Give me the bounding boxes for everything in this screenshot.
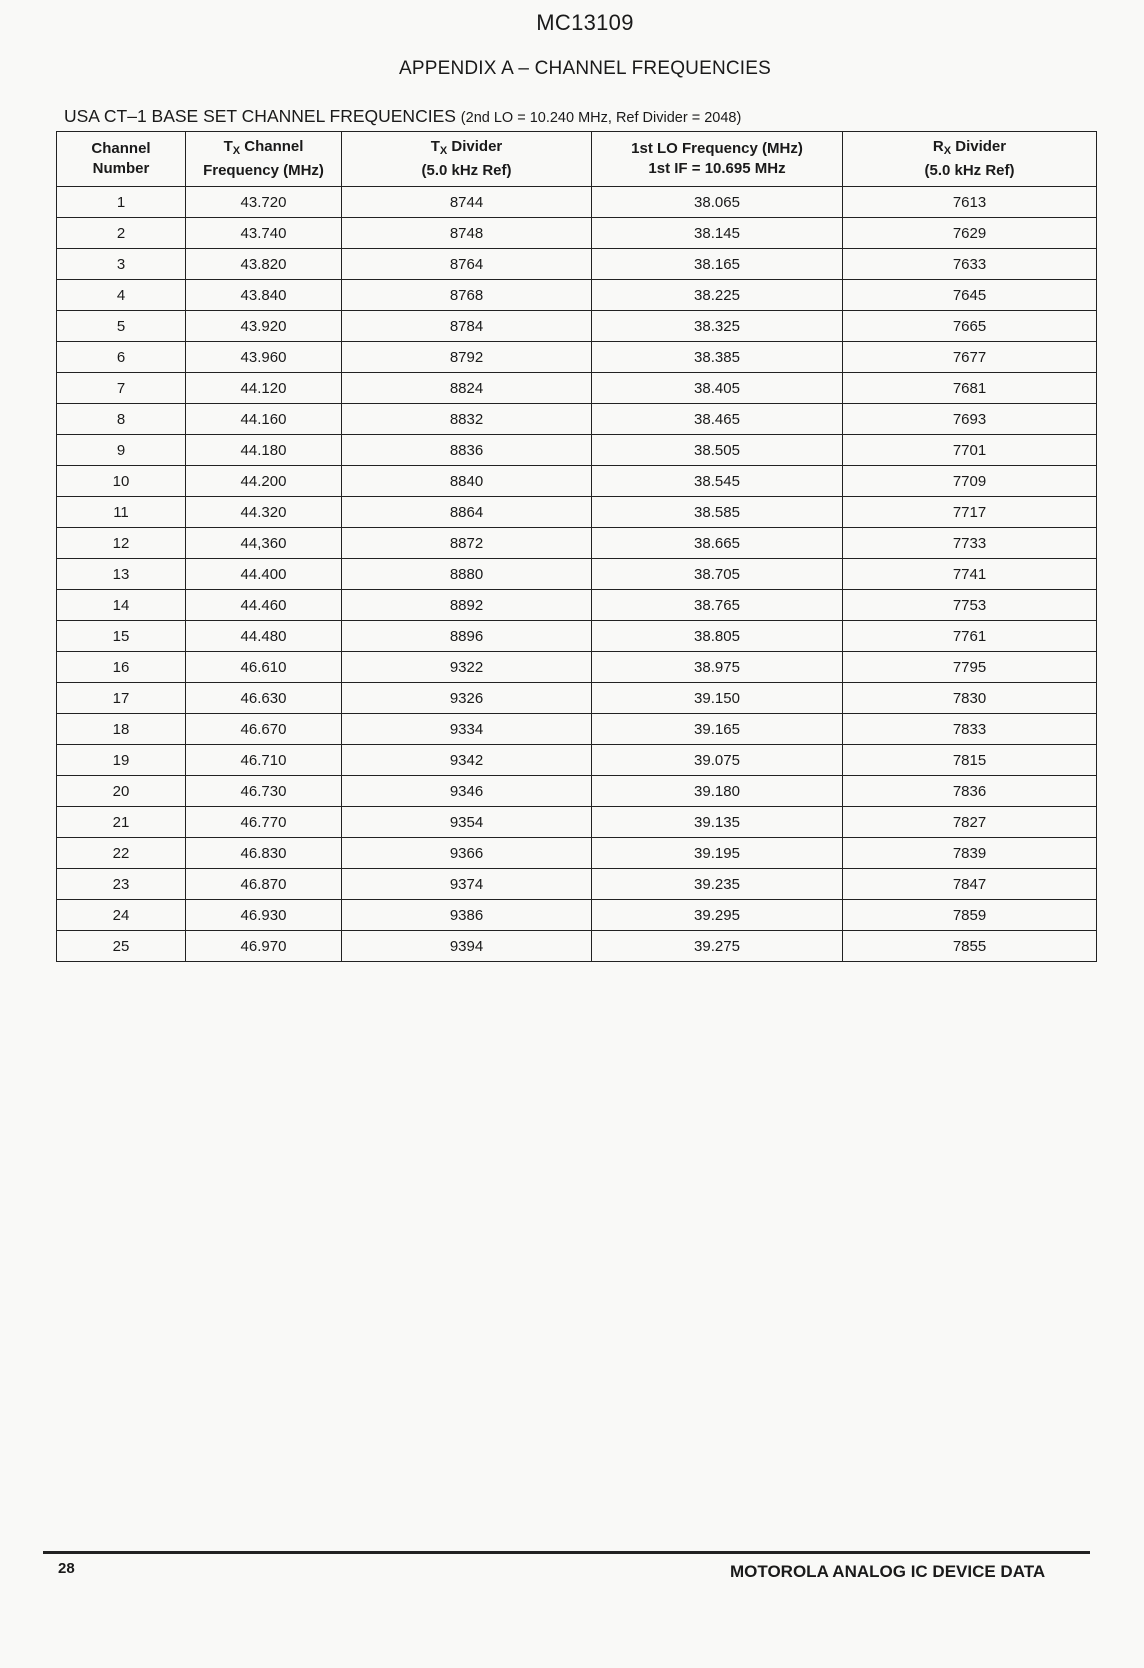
- table-row: [57, 559, 1097, 590]
- cell-channel-number: 8: [57, 404, 186, 435]
- cell-lo-frequency: 38.975: [592, 652, 843, 683]
- cell-tx-divider: 8744: [342, 187, 592, 218]
- cell-rx-divider: 7677: [843, 342, 1097, 373]
- cell-tx-divider: 8872: [342, 528, 592, 559]
- cell-tx-divider: 9342: [342, 745, 592, 776]
- cell-rx-divider: 7761: [843, 621, 1097, 652]
- cell-lo-frequency: 38.225: [592, 280, 843, 311]
- column-header-tx-divider: $T_X$ Divider (5.0 kHz Ref): [342, 132, 592, 187]
- cell-tx-frequency: 43.720: [186, 187, 342, 218]
- cell-tx-divider: 8784: [342, 311, 592, 342]
- cell-tx-frequency: 43.920: [186, 311, 342, 342]
- cell-tx-frequency: 44.400: [186, 559, 342, 590]
- cell-channel-number: 19: [57, 745, 186, 776]
- table-row: [57, 528, 1097, 559]
- cell-tx-divider: 8792: [342, 342, 592, 373]
- cell-rx-divider: 7645: [843, 280, 1097, 311]
- cell-tx-divider: 9386: [342, 900, 592, 931]
- table-caption-note: (2nd LO = 10.240 MHz, Ref Divider = 2048): [460, 110, 742, 126]
- cell-lo-frequency: 38.325: [592, 311, 843, 342]
- publication-title: MOTOROLA ANALOG IC DEVICE DATA: [730, 1562, 1046, 1581]
- cell-lo-frequency: 38.465: [592, 404, 843, 435]
- cell-rx-divider: 7633: [843, 249, 1097, 280]
- footer-divider: [43, 1551, 1090, 1554]
- cell-tx-divider: 9334: [342, 714, 592, 745]
- cell-rx-divider: 7701: [843, 435, 1097, 466]
- cell-tx-divider: 8840: [342, 466, 592, 497]
- cell-tx-frequency: 43.960: [186, 342, 342, 373]
- cell-tx-divider: 9394: [342, 931, 592, 962]
- cell-rx-divider: 7833: [843, 714, 1097, 745]
- cell-lo-frequency: 38.585: [592, 497, 843, 528]
- table-row: [57, 807, 1097, 838]
- cell-lo-frequency: 39.180: [592, 776, 843, 807]
- cell-rx-divider: 7855: [843, 931, 1097, 962]
- table-row: [57, 714, 1097, 745]
- cell-tx-frequency: 46.730: [186, 776, 342, 807]
- cell-tx-frequency: 46.870: [186, 869, 342, 900]
- table-row: [57, 497, 1097, 528]
- table-body: [57, 187, 1097, 962]
- cell-channel-number: 25: [57, 931, 186, 962]
- cell-tx-frequency: 44.200: [186, 466, 342, 497]
- appendix-title: APPENDIX A – CHANNEL FREQUENCIES: [398, 58, 772, 79]
- channel-frequency-table: [56, 131, 1097, 962]
- table-row: [57, 373, 1097, 404]
- cell-tx-divider: 8864: [342, 497, 592, 528]
- cell-channel-number: 12: [57, 528, 186, 559]
- cell-rx-divider: 7665: [843, 311, 1097, 342]
- cell-channel-number: 6: [57, 342, 186, 373]
- cell-tx-divider: 8748: [342, 218, 592, 249]
- table-row: [57, 590, 1097, 621]
- cell-tx-divider: 8768: [342, 280, 592, 311]
- cell-channel-number: 1: [57, 187, 186, 218]
- cell-rx-divider: 7613: [843, 187, 1097, 218]
- table-row: [57, 776, 1097, 807]
- cell-rx-divider: 7859: [843, 900, 1097, 931]
- cell-lo-frequency: 39.075: [592, 745, 843, 776]
- cell-tx-frequency: 46.970: [186, 931, 342, 962]
- cell-lo-frequency: 39.275: [592, 931, 843, 962]
- table-row: [57, 683, 1097, 714]
- cell-lo-frequency: 38.385: [592, 342, 843, 373]
- table-row: [57, 621, 1097, 652]
- cell-rx-divider: 7795: [843, 652, 1097, 683]
- cell-lo-frequency: 38.505: [592, 435, 843, 466]
- table-row: [57, 218, 1097, 249]
- cell-tx-frequency: 46.710: [186, 745, 342, 776]
- table-row: [57, 280, 1097, 311]
- cell-tx-divider: 9322: [342, 652, 592, 683]
- column-header-1st-lo-frequency: 1st LO Frequency (MHz) 1st IF = 10.695 MHz: [592, 132, 843, 187]
- cell-tx-frequency: 44.160: [186, 404, 342, 435]
- cell-channel-number: 5: [57, 311, 186, 342]
- cell-tx-divider: 8896: [342, 621, 592, 652]
- cell-channel-number: 11: [57, 497, 186, 528]
- cell-lo-frequency: 38.065: [592, 187, 843, 218]
- cell-lo-frequency: 38.665: [592, 528, 843, 559]
- table-row: [57, 652, 1097, 683]
- cell-rx-divider: 7681: [843, 373, 1097, 404]
- cell-channel-number: 2: [57, 218, 186, 249]
- cell-tx-frequency: 46.630: [186, 683, 342, 714]
- cell-tx-frequency: 46.670: [186, 714, 342, 745]
- cell-rx-divider: 7693: [843, 404, 1097, 435]
- cell-rx-divider: 7815: [843, 745, 1097, 776]
- table-caption-title: USA CT–1 BASE SET CHANNEL FREQUENCIES: [64, 106, 456, 126]
- table-row: [57, 342, 1097, 373]
- cell-rx-divider: 7709: [843, 466, 1097, 497]
- cell-rx-divider: 7753: [843, 590, 1097, 621]
- cell-tx-divider: 9326: [342, 683, 592, 714]
- cell-lo-frequency: 38.765: [592, 590, 843, 621]
- cell-rx-divider: 7741: [843, 559, 1097, 590]
- table-row: [57, 466, 1097, 497]
- cell-rx-divider: 7830: [843, 683, 1097, 714]
- page-number: 28: [58, 1560, 75, 1577]
- table-row: [57, 435, 1097, 466]
- cell-tx-frequency: 44,360: [186, 528, 342, 559]
- cell-rx-divider: 7836: [843, 776, 1097, 807]
- cell-lo-frequency: 39.235: [592, 869, 843, 900]
- cell-tx-frequency: 44.480: [186, 621, 342, 652]
- cell-lo-frequency: 38.705: [592, 559, 843, 590]
- cell-tx-divider: 8836: [342, 435, 592, 466]
- cell-tx-frequency: 43.820: [186, 249, 342, 280]
- table-row: [57, 249, 1097, 280]
- table-row: [57, 311, 1097, 342]
- cell-tx-divider: 8764: [342, 249, 592, 280]
- cell-channel-number: 9: [57, 435, 186, 466]
- cell-channel-number: 10: [57, 466, 186, 497]
- cell-tx-divider: 9366: [342, 838, 592, 869]
- cell-lo-frequency: 39.195: [592, 838, 843, 869]
- cell-channel-number: 4: [57, 280, 186, 311]
- cell-tx-frequency: 43.740: [186, 218, 342, 249]
- cell-channel-number: 17: [57, 683, 186, 714]
- table-row: [57, 745, 1097, 776]
- cell-channel-number: 20: [57, 776, 186, 807]
- cell-channel-number: 21: [57, 807, 186, 838]
- cell-tx-divider: 8880: [342, 559, 592, 590]
- cell-lo-frequency: 39.165: [592, 714, 843, 745]
- column-header-channel-number: Channel Number: [57, 132, 186, 187]
- cell-tx-frequency: 46.770: [186, 807, 342, 838]
- cell-rx-divider: 7847: [843, 869, 1097, 900]
- cell-rx-divider: 7629: [843, 218, 1097, 249]
- cell-rx-divider: 7717: [843, 497, 1097, 528]
- cell-tx-frequency: 46.610: [186, 652, 342, 683]
- cell-channel-number: 15: [57, 621, 186, 652]
- cell-tx-frequency: 44.180: [186, 435, 342, 466]
- cell-lo-frequency: 38.405: [592, 373, 843, 404]
- cell-channel-number: 14: [57, 590, 186, 621]
- cell-channel-number: 3: [57, 249, 186, 280]
- cell-channel-number: 7: [57, 373, 186, 404]
- cell-tx-divider: 9374: [342, 869, 592, 900]
- cell-tx-divider: 8824: [342, 373, 592, 404]
- part-number: MC13109: [536, 10, 634, 35]
- cell-rx-divider: 7827: [843, 807, 1097, 838]
- table-row: [57, 869, 1097, 900]
- cell-tx-frequency: 43.840: [186, 280, 342, 311]
- cell-tx-frequency: 44.460: [186, 590, 342, 621]
- cell-channel-number: 24: [57, 900, 186, 931]
- table-header-row: [57, 132, 1097, 187]
- table-row: [57, 931, 1097, 962]
- cell-tx-frequency: 44.320: [186, 497, 342, 528]
- cell-channel-number: 18: [57, 714, 186, 745]
- cell-lo-frequency: 39.135: [592, 807, 843, 838]
- column-header-tx-channel-frequency: $T_X$ Channel Frequency (MHz): [186, 132, 342, 187]
- cell-tx-frequency: 46.830: [186, 838, 342, 869]
- cell-tx-divider: 8892: [342, 590, 592, 621]
- cell-lo-frequency: 38.545: [592, 466, 843, 497]
- cell-lo-frequency: 38.165: [592, 249, 843, 280]
- table-row: [57, 404, 1097, 435]
- cell-lo-frequency: 38.145: [592, 218, 843, 249]
- table-row: [57, 187, 1097, 218]
- cell-channel-number: 16: [57, 652, 186, 683]
- cell-tx-divider: 8832: [342, 404, 592, 435]
- cell-lo-frequency: 39.295: [592, 900, 843, 931]
- table-row: [57, 838, 1097, 869]
- cell-tx-divider: 9346: [342, 776, 592, 807]
- cell-tx-frequency: 46.930: [186, 900, 342, 931]
- cell-channel-number: 22: [57, 838, 186, 869]
- column-header-rx-divider: $R_X$ Divider (5.0 kHz Ref): [843, 132, 1097, 187]
- cell-channel-number: 23: [57, 869, 186, 900]
- table-caption: [64, 106, 741, 127]
- cell-lo-frequency: 39.150: [592, 683, 843, 714]
- cell-channel-number: 13: [57, 559, 186, 590]
- cell-rx-divider: 7733: [843, 528, 1097, 559]
- cell-tx-frequency: 44.120: [186, 373, 342, 404]
- cell-lo-frequency: 38.805: [592, 621, 843, 652]
- table-row: [57, 900, 1097, 931]
- cell-rx-divider: 7839: [843, 838, 1097, 869]
- cell-tx-divider: 9354: [342, 807, 592, 838]
